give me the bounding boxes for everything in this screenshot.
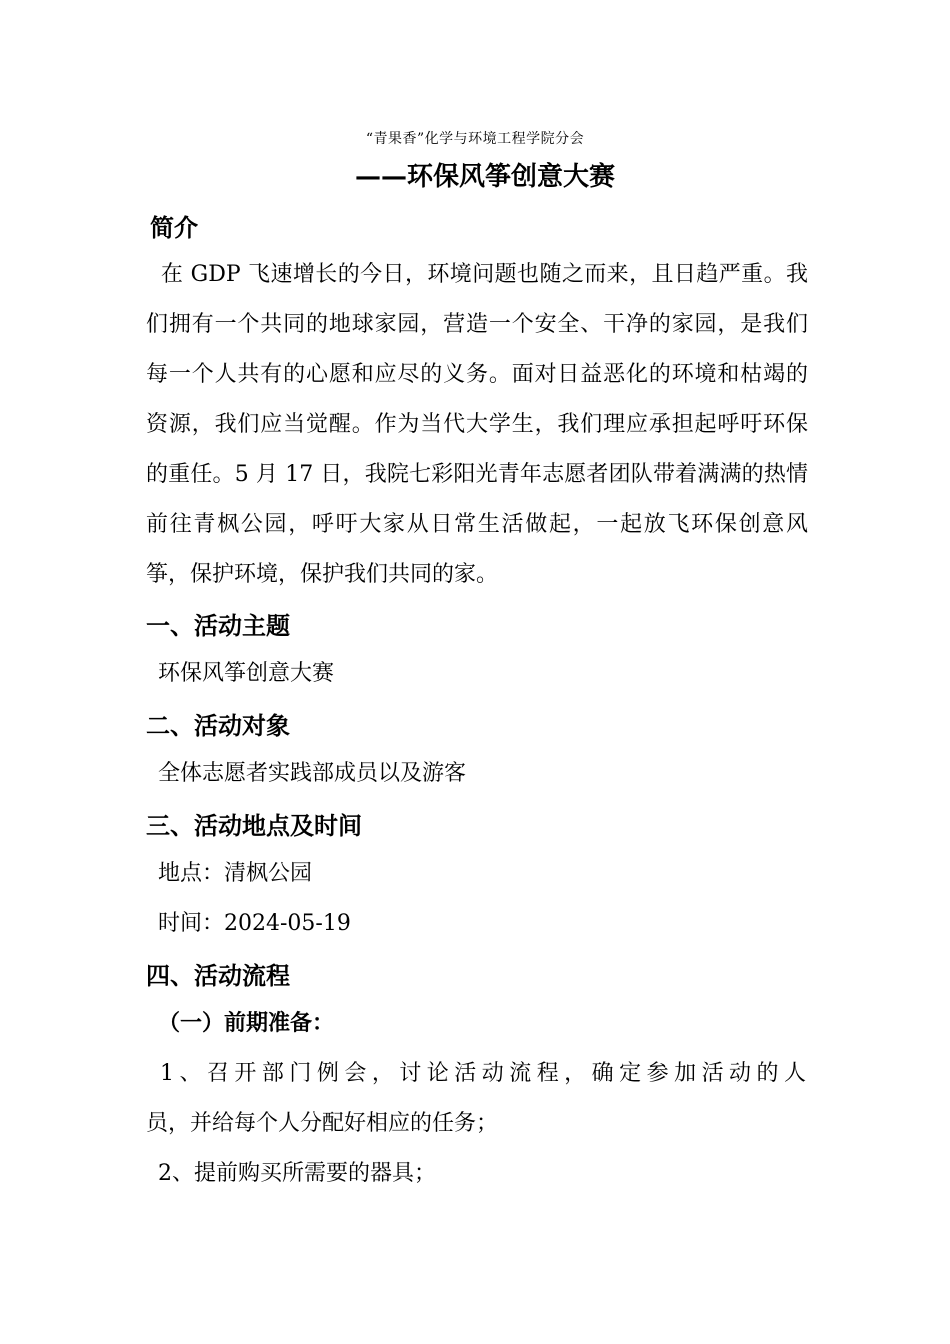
preparation-subheading: （一）前期准备： xyxy=(158,1010,335,1036)
place-text: 地点：清枫公园 xyxy=(158,861,313,886)
intro-line: 筝，保护环境，保护我们共同的家。 xyxy=(146,562,499,587)
theme-heading: 一、活动主题 xyxy=(146,611,290,640)
theme-text: 环保风筝创意大赛 xyxy=(158,661,335,686)
process-item-1-line-2: 员，并给每个人分配好相应的任务； xyxy=(146,1111,499,1136)
intro-line: 前往青枫公园，呼吁大家从日常生活做起，一起放飞环保创意风 xyxy=(146,512,808,537)
intro-line: 的重任。5 月 17 日，我院七彩阳光青年志愿者团队带着满满的热情 xyxy=(146,462,808,487)
audience-text: 全体志愿者实践部成员以及游客 xyxy=(158,761,467,786)
process-heading: 四、活动流程 xyxy=(146,961,290,990)
place-time-heading: 三、活动地点及时间 xyxy=(146,811,362,840)
document-title: ——环保风筝创意大赛 xyxy=(354,162,615,192)
intro-line: 们拥有一个共同的地球家园，营造一个安全、干净的家园，是我们 xyxy=(146,312,808,337)
intro-line: 在 GDP 飞速增长的今日，环境问题也随之而来，且日趋严重。我 xyxy=(146,262,808,287)
time-text: 时间：2024-05-19 xyxy=(158,911,351,936)
intro-heading: 简介 xyxy=(150,213,198,242)
intro-line: 资源，我们应当觉醒。作为当代大学生，我们理应承担起呼吁环保 xyxy=(146,412,808,437)
intro-paragraph xyxy=(146,256,808,606)
process-item-1-line-1: 1、召开部门例会，讨论活动流程，确定参加活动的人 xyxy=(160,1061,806,1086)
organization-subtitle: “青果香”化学与环境工程学院分会 xyxy=(365,131,585,147)
intro-line: 每一个人共有的心愿和应尽的义务。面对日益恶化的环境和枯竭的 xyxy=(146,362,808,387)
audience-heading: 二、活动对象 xyxy=(146,711,290,740)
process-item-2: 2、提前购买所需要的器具； xyxy=(158,1161,436,1186)
